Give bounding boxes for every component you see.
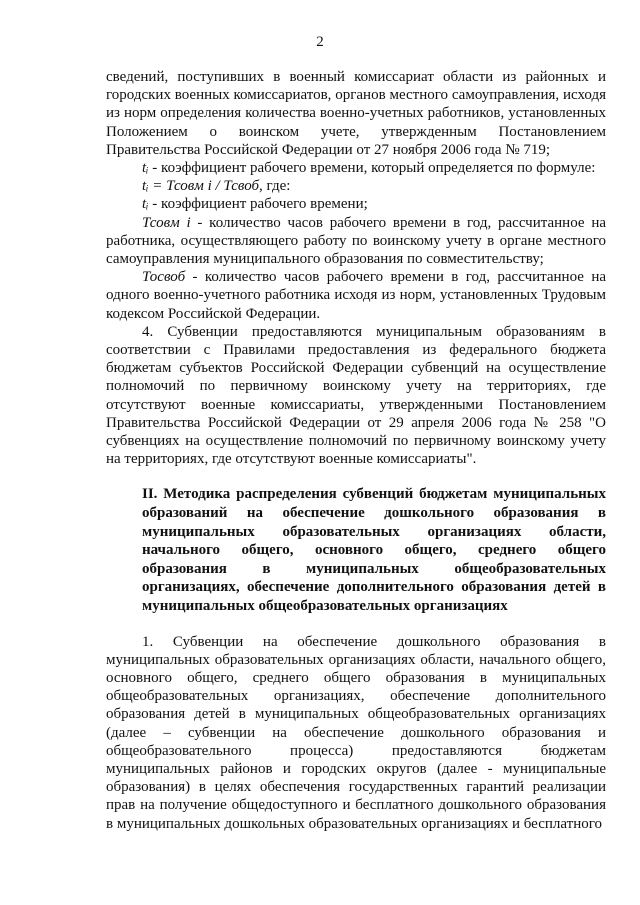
formula: tᵢ = Тсовм i / Тсвоб xyxy=(142,178,260,195)
term-tsovm-text: - количество часов рабочего времени в год, рассчитанное на работника, осуществляющего работу по воинскому учету в органе местного самоуправления муниципального образования по совместительству; xyxy=(106,214,607,268)
term-tsvob: Тосвоб xyxy=(142,269,186,286)
term-ti: tᵢ xyxy=(142,160,149,177)
document-body xyxy=(106,68,606,833)
paragraph-coefficient-definition xyxy=(106,159,606,177)
formula-text: , где: xyxy=(259,178,291,195)
formula-line xyxy=(106,177,606,195)
section-heading: II. Методика распределения субвенций бюджетам муниципальных образований на обеспечение дошкольного образования в муниципальных образовательных организациях области, начального общего, основного общего, среднего общего образования в муниципальных общеобразовательных организациях, обеспечение дополнительного образования детей в муниципальных общеобразовательных организациях xyxy=(142,486,606,615)
term-ti-text: - коэффициент рабочего времени, который определяется по формуле: xyxy=(148,160,596,177)
paragraph-item-4: 4. Субвенции предоставляются муниципальным образованиям в соответствии с Правилами предоставления из федерального бюджета бюджетам субъектов Российской Федерации субвенций на осуществление полномочий по первичному воинскому учету на территориях, где отсутствуют военные комиссариаты, утвержденными Постановлением Правительства Российской Федерации от 29 апреля 2006 года № 258 "О субвенциях на осуществление полномочий по первичному воинскому учету на территориях, где отсутствуют военные комиссариаты". xyxy=(106,323,606,468)
page-number: 2 xyxy=(316,34,324,50)
term-ti-2-text: - коэффициент рабочего времени; xyxy=(148,196,368,213)
term-ti-2: tᵢ xyxy=(142,196,149,213)
paragraph-tsvob-definition xyxy=(106,268,606,323)
paragraph-tsovm-definition xyxy=(106,214,606,269)
paragraph-ti-definition xyxy=(106,195,606,213)
paragraph-continuation: сведений, поступивших в военный комиссариат области из районных и городских военных комиссариатов, органов местного самоуправления, исходя из норм определения количества военно-учетных работников, установленных Положением о воинском учете, утвержденным Постановлением Правительства Российской Федерации от 27 ноября 2006 года № 719; xyxy=(106,69,606,158)
term-tsvob-text: - количество часов рабочего времени в год, рассчитанное на одного военно-учетного работника исходя из норм, установленных Трудовым кодексом Российской Федерации. xyxy=(106,269,606,322)
term-tsovm: Тсовм i xyxy=(142,214,191,231)
paragraph-item-1: 1. Субвенции на обеспечение дошкольного образования в муниципальных образовательных организациях области, начального общего, основного общего, среднего общего образования в муниципальных общеобразовательных организациях, обеспечение дополнительного образования детей в муниципальных общеобразовательных организациях (далее – субвенции на обеспечение дошкольного образования и общеобразовательного процесса) предоставляются бюджетам муниципальных районов и городских округов (далее - муниципальные образования) в целях обеспечения государственных гарантий реализации прав на получение общедоступного и бесплатного дошкольного образования в муниципальных дошкольных образовательных организациях и бесплатного xyxy=(106,633,606,832)
